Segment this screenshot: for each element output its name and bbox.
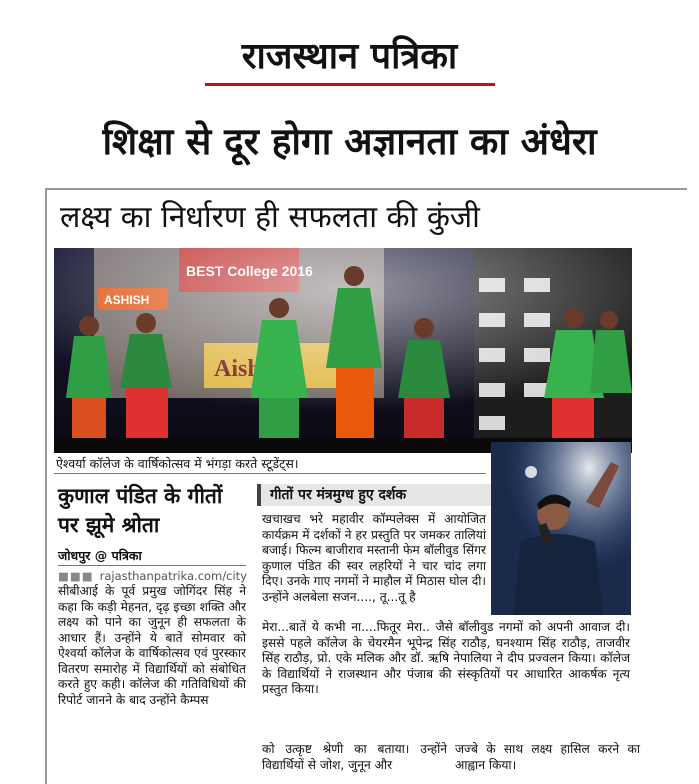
city-url (58, 569, 247, 583)
singer-photo (491, 442, 631, 615)
photo-caption: ऐश्वर्या कॉलेज के वार्षिकोत्सव में भंगड़ा करते स्टूडेंट्स। (56, 456, 299, 471)
brand-underline (205, 83, 495, 86)
subheadline: लक्ष्य का निर्धारण ही सफलता की कुंजी (60, 200, 480, 235)
caption-divider (54, 473, 486, 474)
dateline-divider (58, 565, 246, 566)
bottom-continuation-right: जज्बे के साथ लक्ष्य हासिल करने का आह्वान किया। (455, 742, 640, 772)
dateline: जोधपुर @ पत्रिका (58, 548, 142, 563)
url-dots-icon: ■■■ (58, 569, 94, 583)
column1-title: कुणाल पंडित के गीतों पर झूमे श्रोता (58, 484, 223, 537)
column1-body: सीबीआई के पूर्व प्रमुख जोगिंदर सिंह ने कहा कि कड़ी मेहनत, दृढ़ इच्छा शक्ति और लक्ष्य को पाने का जुनून ही सफलता के आधार हैं। उन्होंने ये बातें सोमवार को ऐश्वर्या कॉलेज के वार्षिकोत्सव एवं पुरस्कार वितरण समारोह में विद्यार्थियों को संबोधित करते हुए कही। कॉलेज की गतिविधियों की रिपोर्ट जानने के बाद उन्होंने कैम्पस (58, 584, 246, 707)
headline: शिक्षा से दूर होगा अज्ञानता का अंधेरा (102, 120, 597, 163)
dance-photo (54, 248, 632, 453)
newspaper-brand: राजस्थान पत्रिका (241, 36, 458, 77)
column2-body-wide: मेरा...बातें ये कभी ना....फितूर मेरा.. जैसे बॉलीवुड नगमों को अपनी आवाज दी। इससे पहले कॉलेज के चेयरमैन भूपेन्द्र सिंह राठौड़, घनश्याम सिंह राठौड़, ताजवीर सिंह राठौड़, प्रो. एके मलिक और डॉ. ऋषि नेपालिया ने दीप प्रज्वलन किया। कॉलेज के विद्यार्थियों ने राजस्थान और पंजाब की संस्कृतियों पर आधारित आकर्षक नृत्य प्रस्तुत किया। (262, 620, 630, 696)
column2-title: गीतों पर मंत्रमुग्ध हुए दर्शक (270, 487, 407, 503)
city-url-text: rajasthanpatrika.com/city (99, 569, 247, 583)
column2-body-top: खचाखच भरे महावीर कॉम्पलेक्स में आयोजित कार्यक्रम में दर्शकों ने हर प्रस्तुति पर जमकर तालियां बजाई। फिल्म बाजीराव मस्तानी फेम बॉलीवुड सिंगर कुणाल पंडित की स्वर लहरियों ने चार चांद लगा दिए। उनके गाए नगमों ने माहौल में मिठास घोल दी। उन्होंने अलबेला सजन...., तू...तू है (262, 512, 486, 604)
bottom-continuation-left: को उत्कृष्ट श्रेणी का बताया। उन्होंने विद्यार्थियों से जोश, जुनून और (262, 742, 447, 772)
